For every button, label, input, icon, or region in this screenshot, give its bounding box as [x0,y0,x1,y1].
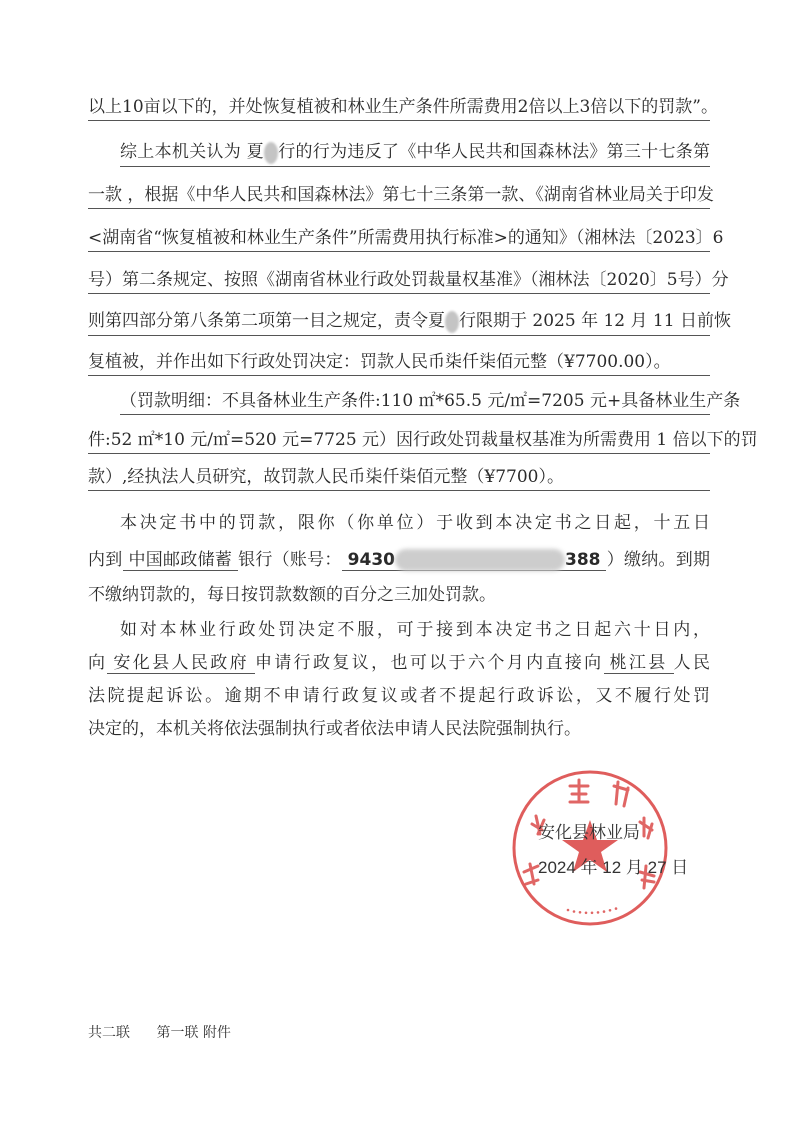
text-line: 不缴纳罚款的，每日按罚款数额的百分之三加处罚款。 [88,585,496,605]
text-line [88,652,710,674]
text-line: 本决定书中的罚款，限你（你单位）于收到本决定书之日起，十五日 [120,513,710,533]
text-segment: 综上本机关认为 夏 [120,142,264,162]
redaction [445,311,459,333]
issue-date: 2024 年 12 月 27 日 [538,858,689,877]
text-segment: 行的行为违反了《中华人民共和国森林法》第三十七条第 [277,142,711,162]
text-line: 以上10亩以下的，并处恢复植被和林业生产条件所需费用2倍以上3倍以下的罚款”。 [88,96,710,121]
text-line: 号）第二条规定、按照《湖南省林业行政处罚裁量权基准》（湘林法〔2020〕5号）分 [88,269,710,294]
text-segment: ）缴纳。到期 [606,550,711,570]
issuing-organization: 安化县林业局 [538,823,640,843]
text-line: 一款 ，根据《中华人民共和国森林法》第七十三条第一款、《湖南省林业局关于印发 [88,184,710,209]
copy-label: 第一联 附件 [156,1025,231,1041]
account-start: 9430 [347,550,395,570]
account-end: 388 [564,550,601,570]
text-segment: 人民 [673,653,711,673]
text-line: 件:52 ㎡*10 元/㎡=520 元=7725 元）因行政处罚裁量权基准为所需费用 1 倍以下的罚 [88,429,710,454]
text-line: 决定的，本机关将依法强制执行或者依法申请人民法院强制执行。 [88,719,581,739]
bank-name: 中国邮政储蓄 [123,550,239,571]
official-seal [510,768,670,928]
copy-count: 共二联 [88,1025,130,1041]
text-segment: 向 [88,653,108,673]
redaction [395,549,565,571]
text-line: 款）,经执法人员研究，故罚款人民币柒仟柒佰元整（¥7700）。 [88,466,710,491]
text-segment: 银行（账号： [238,550,342,570]
text-line [120,141,710,167]
footer [88,1022,231,1042]
text-segment: 内到 [88,550,123,570]
review-authority: 安化县人民政府 [107,653,255,674]
text-line: （罚款明细：不具备林业生产条件:110 ㎡*65.5 元/㎡=7205 元+具备林业生产条 [120,390,710,415]
text-line: 法院提起诉讼。逾期不申请行政复议或者不提起行政诉讼，又不履行处罚 [88,686,710,706]
text-line: <湖南省“恢复植被和林业生产条件”所需费用执行标准>的通知》（湘林法〔2023〕6 [88,227,710,252]
account-number [342,550,607,571]
text-line: 复植被，并作出如下行政处罚决定：罚款人民币柒仟柒佰元整（¥7700.00）。 [88,351,710,376]
text-segment: 行限期于 2025 年 12 月 11 日前恢 [459,311,731,331]
text-line: 如对本林业行政处罚决定不服，可于接到本决定书之日起六十日内， [120,620,710,640]
text-segment: 则第四部分第八条第二项第一目之规定，责令夏 [88,311,445,331]
text-segment: 申请行政复议，也可以于六个月内直接向 [254,653,604,673]
court-name: 桃江县 [604,653,674,674]
text-line [88,549,710,571]
text-line [88,310,731,336]
redaction [264,142,278,164]
seal-number-marks [567,907,618,914]
